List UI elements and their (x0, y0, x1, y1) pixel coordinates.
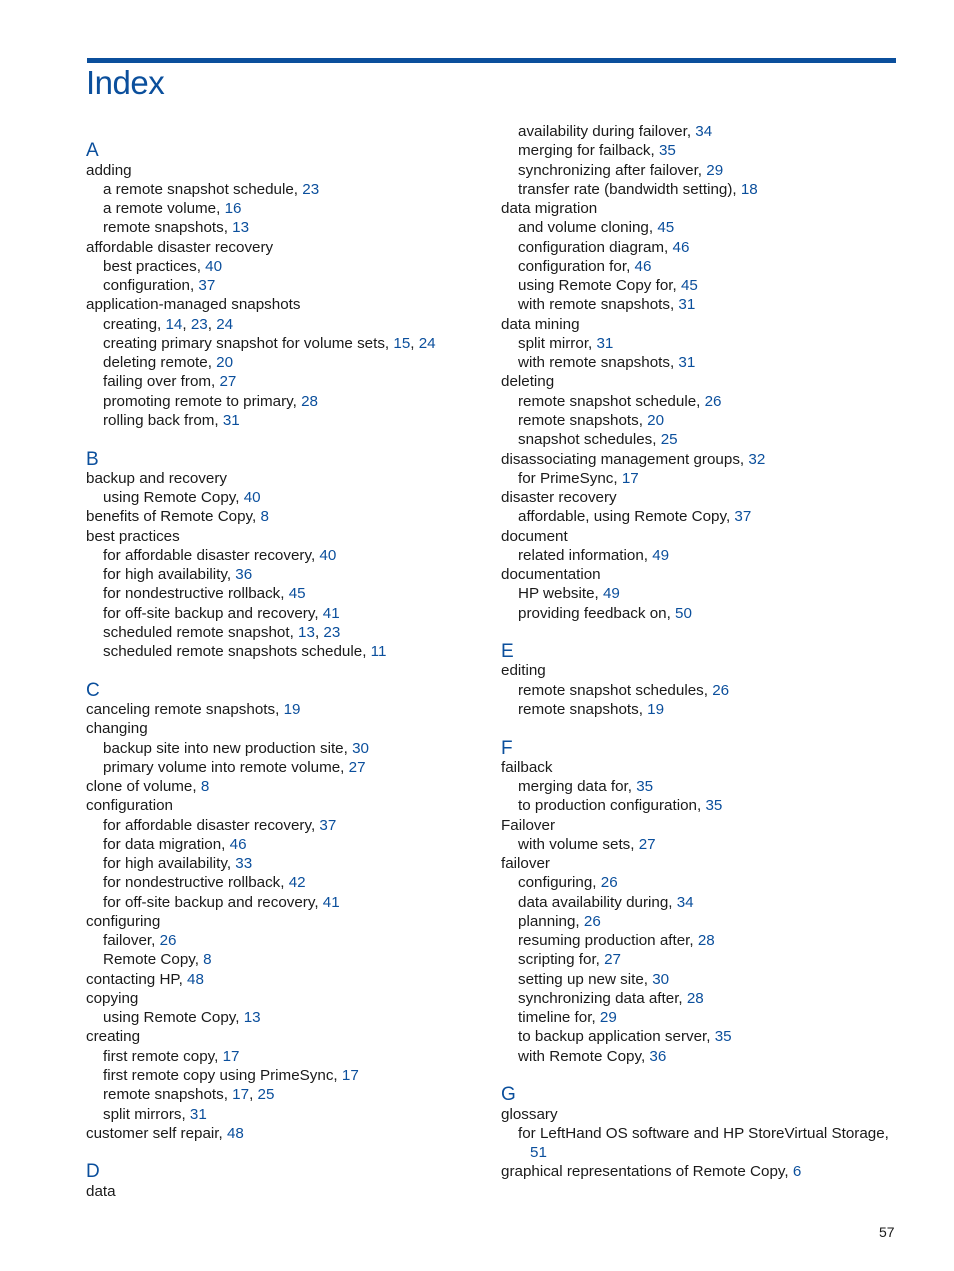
page-link[interactable]: 11 (370, 643, 387, 661)
page-link[interactable]: 34 (676, 893, 694, 911)
index-term: timeline for, (518, 1009, 600, 1027)
index-term: benefits of Remote Copy, (86, 508, 261, 526)
index-term: synchronizing after failover, (518, 161, 707, 179)
index-entry (86, 1182, 491, 1201)
index-subentry (86, 180, 491, 199)
index-subentry (86, 642, 491, 661)
index-subentry (86, 257, 491, 276)
index-term: with Remote Copy, (518, 1047, 650, 1065)
page-link[interactable]: 14 (165, 315, 183, 333)
index-term: split mirror, (518, 334, 597, 352)
index-term: using Remote Copy for, (518, 277, 681, 295)
index-letter-heading: A (86, 140, 99, 162)
index-entry (86, 527, 491, 546)
index-term: for off-site backup and recovery, (103, 893, 323, 911)
page-link[interactable]: 26 (712, 681, 730, 699)
index-term: for high availability, (103, 855, 236, 873)
index-letter-heading: E (501, 641, 514, 663)
index-term: remote snapshots, (518, 411, 648, 429)
page-link[interactable]: 40 (319, 546, 337, 564)
index-subentry (501, 989, 906, 1008)
index-entry (501, 372, 906, 391)
index-entry (501, 758, 906, 777)
index-entry (501, 854, 906, 873)
index-term: for off-site backup and recovery, (103, 604, 323, 622)
index-subentry (86, 873, 491, 892)
page-link[interactable]: 30 (352, 739, 369, 757)
index-subentry (501, 257, 906, 276)
page-link[interactable]: 19 (283, 700, 301, 718)
index-term: glossary (501, 1105, 558, 1123)
index-subentry (501, 893, 906, 912)
index-entry (501, 565, 906, 584)
index-entry (86, 970, 491, 989)
page-link[interactable]: 31 (596, 334, 614, 352)
index-term: document (501, 527, 568, 545)
page-link[interactable]: 46 (229, 835, 247, 853)
index-term: with remote snapshots, (518, 296, 679, 314)
page-link[interactable]: 24 (216, 315, 234, 333)
page-link[interactable]: 13 (232, 219, 250, 237)
page-link[interactable]: 17 (222, 1047, 240, 1065)
index-entry (86, 700, 491, 719)
index-subentry (501, 507, 906, 526)
index-term: planning, (518, 912, 584, 930)
page-link[interactable]: 36 (649, 1047, 667, 1065)
page-link[interactable]: 19 (647, 700, 665, 718)
index-term: providing feedback on, (518, 604, 676, 622)
page-link[interactable]: 28 (697, 932, 715, 950)
page-link[interactable]: 8 (203, 951, 212, 969)
index-term: disassociating management groups, (501, 450, 749, 468)
page-link[interactable]: 24 (418, 334, 436, 352)
page-link[interactable]: 17 (341, 1067, 359, 1085)
page-link[interactable]: 41 (322, 893, 340, 911)
page-link[interactable]: 27 (348, 758, 366, 776)
index-term: data mining (501, 315, 580, 333)
index-term: failover (501, 855, 550, 873)
index-entry (501, 450, 906, 469)
index-subentry (501, 1027, 906, 1046)
index-term: scheduled remote snapshots schedule, (103, 643, 371, 661)
page-link[interactable]: 35 (705, 797, 723, 815)
index-subentry (86, 1047, 491, 1066)
page-link[interactable]: 49 (602, 585, 620, 603)
index-term: for PrimeSync, (518, 469, 622, 487)
index-term: failover, (103, 932, 160, 950)
index-term: data availability during, (518, 893, 677, 911)
index-entry (501, 1105, 906, 1124)
page-link[interactable]: 36 (235, 566, 253, 584)
index-subentry (501, 681, 906, 700)
index-term: remote snapshots, (518, 700, 648, 718)
page-link[interactable]: 26 (583, 912, 601, 930)
index-entry (501, 488, 906, 507)
index-subentry: creating, 14, 23, 24 (103, 315, 234, 333)
index-term: backup and recovery (86, 469, 227, 487)
page-link[interactable]: 27 (219, 373, 237, 391)
index-entry (501, 315, 906, 334)
index-subentry (86, 199, 491, 218)
index-term: best practices (86, 527, 180, 545)
index-subentry (501, 604, 906, 623)
page-link[interactable]: 20 (647, 411, 665, 429)
page-link[interactable]: 51 (530, 1144, 547, 1162)
index-subentry (86, 1008, 491, 1027)
index-term: first remote copy using PrimeSync, (103, 1067, 342, 1085)
page-link[interactable]: 25 (257, 1086, 275, 1104)
index-subentry (501, 218, 906, 237)
page-link[interactable]: 28 (301, 392, 318, 410)
index-term: failback (501, 758, 553, 776)
index-entry (86, 796, 491, 815)
index-subentry (501, 276, 906, 295)
index-subentry (501, 334, 906, 353)
page-link[interactable]: 33 (235, 855, 253, 873)
index-term: for LeftHand OS software and HP StoreVirtual Storage, (518, 1124, 889, 1142)
index-term: data migration (501, 200, 598, 218)
index-term: for high availability, (103, 566, 236, 584)
index-subentry (86, 584, 491, 603)
index-entry (501, 527, 906, 546)
page-link[interactable]: 35 (658, 142, 676, 160)
index-term: split mirrors, (103, 1105, 190, 1123)
index-entry (86, 1027, 491, 1046)
page-link[interactable]: 40 (243, 489, 261, 507)
index-term: configuration diagram, (518, 238, 673, 256)
index-term: a remote volume, (103, 200, 225, 218)
page-link[interactable]: 50 (675, 604, 692, 622)
page-link[interactable]: 46 (634, 257, 652, 275)
index-subentry (86, 1066, 491, 1085)
index-term: for affordable disaster recovery, (103, 816, 320, 834)
index-term: copying (86, 989, 139, 1007)
index-term: promoting remote to primary, (103, 392, 302, 410)
index-subentry (501, 141, 906, 160)
page-link[interactable]: 26 (704, 392, 722, 410)
index-term: Remote Copy, (103, 951, 204, 969)
index-term: to backup application server, (518, 1028, 715, 1046)
index-term: for nondestructive rollback, (103, 874, 289, 892)
index-subentry (501, 161, 906, 180)
index-term: configuring, (518, 874, 601, 892)
page-link[interactable]: 49 (652, 546, 670, 564)
index-subentry (501, 295, 906, 314)
index-subentry (501, 873, 906, 892)
index-term: HP website, (518, 585, 603, 603)
index-subentry (86, 276, 491, 295)
index-subentry (501, 912, 906, 931)
page-link[interactable]: 15 (393, 334, 411, 352)
index-subentry: scheduled remote snapshot, 13, 23 (103, 623, 341, 641)
index-letter-heading: D (86, 1161, 100, 1183)
index-term: snapshot schedules, (518, 431, 661, 449)
page-link[interactable]: 45 (657, 219, 675, 237)
page-link[interactable]: 35 (714, 1028, 732, 1046)
index-term: contacting HP, (86, 970, 188, 988)
index-term: setting up new site, (518, 970, 653, 988)
page-link[interactable]: 20 (216, 354, 234, 372)
index-subentry (86, 1105, 491, 1124)
index-subentry (501, 1143, 906, 1162)
index-subentry (501, 469, 906, 488)
page-link[interactable]: 23 (302, 180, 320, 198)
index-subentry (86, 411, 491, 430)
page-link[interactable]: 27 (604, 951, 622, 969)
index-term: synchronizing data after, (518, 989, 687, 1007)
index-subentry (501, 411, 906, 430)
index-term: merging data for, (518, 778, 637, 796)
index-term: deleting (501, 373, 555, 391)
index-term: remote snapshot schedule, (518, 392, 705, 410)
index-term: customer self repair, (86, 1124, 227, 1142)
index-subentry (501, 1008, 906, 1027)
index-subentry (501, 584, 906, 603)
index-subentry (86, 835, 491, 854)
index-term: using Remote Copy, (103, 1009, 244, 1027)
page-link[interactable]: 30 (652, 970, 670, 988)
index-term: rolling back from, (103, 411, 223, 429)
page-link[interactable]: 26 (159, 932, 177, 950)
index-subentry (86, 854, 491, 873)
index-term: and volume cloning, (518, 219, 658, 237)
page-link[interactable]: 37 (198, 277, 216, 295)
page-link[interactable]: 8 (200, 778, 210, 796)
index-subentry (86, 392, 491, 411)
index-subentry (501, 835, 906, 854)
index-subentry (501, 1047, 906, 1066)
page-link[interactable]: 34 (695, 123, 713, 140)
index-term: canceling remote snapshots, (86, 700, 284, 718)
index-entry (86, 295, 491, 314)
index-term: backup site into new production site, (103, 739, 353, 757)
index-entry (86, 469, 491, 488)
index-term: affordable disaster recovery (86, 238, 274, 256)
index-term: editing (501, 662, 546, 680)
page-link[interactable]: 41 (322, 604, 340, 622)
index-subentry (501, 970, 906, 989)
page-link[interactable]: 40 (205, 257, 223, 275)
page-link[interactable]: 35 (636, 778, 654, 796)
page-link[interactable]: 29 (706, 161, 724, 179)
index-term: transfer rate (bandwidth setting), (518, 180, 741, 198)
index-term: scheduled remote snapshot, (103, 623, 299, 641)
index-term: clone of volume, (86, 778, 201, 796)
index-subentry: creating primary snapshot for volume sets, 15, 24 (103, 334, 436, 352)
index-subentry (501, 700, 906, 719)
page-link[interactable]: 17 (621, 469, 639, 487)
page-link[interactable]: 26 (600, 874, 618, 892)
index-term: creating primary snapshot for volume sets, (103, 334, 394, 352)
index-term: configuration for, (518, 257, 635, 275)
index-letter-heading: F (501, 737, 513, 759)
index-entry (86, 161, 491, 180)
index-subentry (86, 739, 491, 758)
page-link[interactable]: 18 (740, 180, 758, 198)
page-link[interactable]: 16 (224, 200, 242, 218)
page-link[interactable]: 23 (190, 315, 208, 333)
index-entry (86, 989, 491, 1008)
page-link[interactable]: 23 (323, 623, 341, 641)
index-term: creating, (103, 315, 166, 333)
page-link[interactable]: 8 (260, 508, 269, 526)
page-link[interactable]: 37 (319, 816, 337, 834)
index-subentry (86, 893, 491, 912)
index-subentry (501, 430, 906, 449)
page-link[interactable]: 25 (660, 431, 678, 449)
index-term: remote snapshots, (103, 219, 233, 237)
header-rule (87, 58, 896, 63)
index-term: changing (86, 720, 148, 738)
index-term: disaster recovery (501, 489, 617, 507)
index-term: with volume sets, (518, 835, 639, 853)
index-subentry (86, 931, 491, 950)
page-link[interactable]: 13 (298, 623, 315, 641)
index-term: first remote copy, (103, 1047, 223, 1065)
index-column-left (86, 122, 491, 1201)
page-link[interactable]: 31 (678, 354, 696, 372)
index-term: configuration (86, 797, 173, 815)
index-subentry (501, 180, 906, 199)
index-entry (86, 912, 491, 931)
index-subentry (86, 218, 491, 237)
index-term: configuring (86, 912, 161, 930)
index-term: primary volume into remote volume, (103, 758, 349, 776)
index-term: merging for failback, (518, 142, 659, 160)
index-entry (501, 1162, 906, 1181)
index-term: using Remote Copy, (103, 489, 244, 507)
index-term: remote snapshot schedules, (518, 681, 713, 699)
index-term: to production configuration, (518, 797, 706, 815)
index-term: deleting remote, (103, 354, 217, 372)
index-entry (501, 661, 906, 680)
index-term: configuration, (103, 277, 199, 295)
index-subentry (86, 372, 491, 391)
page-link[interactable]: 48 (187, 970, 204, 988)
index-subentry (501, 546, 906, 565)
index-term: for nondestructive rollback, (103, 585, 289, 603)
index-term: adding (86, 161, 132, 179)
index-entry (501, 199, 906, 218)
index-term: graphical representations of Remote Copy, (501, 1163, 793, 1181)
page-link[interactable]: 46 (672, 238, 690, 256)
index-subentry (86, 816, 491, 835)
index-term: Failover (501, 816, 556, 834)
page-link[interactable]: 45 (288, 585, 306, 603)
page-link[interactable]: 13 (243, 1009, 261, 1027)
index-term: failing over from, (103, 373, 220, 391)
page-link[interactable]: 31 (678, 296, 696, 314)
page-link[interactable]: 37 (734, 508, 752, 526)
page-link[interactable]: 42 (288, 874, 306, 892)
index-subentry (501, 931, 906, 950)
index-term: with remote snapshots, (518, 354, 679, 372)
page-link[interactable]: 17 (232, 1086, 250, 1104)
index-term: a remote snapshot schedule, (103, 180, 303, 198)
index-subentry (86, 604, 491, 623)
index-term: creating (86, 1028, 141, 1046)
index-subentry (86, 565, 491, 584)
index-subentry (86, 950, 491, 969)
index-subentry (501, 1124, 906, 1143)
index-subentry (501, 238, 906, 257)
page-link[interactable]: 27 (638, 835, 656, 853)
page-link[interactable]: 45 (680, 277, 698, 295)
index-subentry (501, 392, 906, 411)
index-term: affordable, using Remote Copy, (518, 508, 735, 526)
index-subentry (86, 488, 491, 507)
index-term: resuming production after, (518, 932, 698, 950)
index-term: best practices, (103, 257, 206, 275)
index-subentry (501, 950, 906, 969)
page-link[interactable]: 29 (599, 1009, 617, 1027)
index-letter-heading: C (86, 679, 100, 701)
index-subentry (86, 546, 491, 565)
page-link[interactable]: 28 (686, 989, 704, 1007)
index-entry (86, 719, 491, 738)
page-title: Index (86, 64, 165, 101)
index-term: data (86, 1182, 116, 1200)
index-subentry (501, 777, 906, 796)
index-term: remote snapshots, (103, 1086, 233, 1104)
index-letter-heading: G (501, 1084, 516, 1106)
index-term: for data migration, (103, 835, 230, 853)
index-entry (86, 507, 491, 526)
index-term: documentation (501, 566, 601, 584)
index-letter-heading: B (86, 448, 99, 470)
index-entry (86, 238, 491, 257)
page-link[interactable]: 48 (226, 1124, 244, 1142)
page-link[interactable]: 31 (222, 411, 240, 429)
page-link[interactable]: 32 (748, 450, 766, 468)
index-entry (86, 1124, 491, 1143)
index-term: scripting for, (518, 951, 605, 969)
index-subentry (86, 353, 491, 372)
index-term: availability during failover, (518, 123, 696, 140)
index-term: application-managed snapshots (86, 296, 301, 314)
index-entry (501, 816, 906, 835)
index-term: for affordable disaster recovery, (103, 546, 320, 564)
index-subentry (501, 796, 906, 815)
index-subentry (86, 758, 491, 777)
page-link[interactable]: 31 (189, 1105, 207, 1123)
index-column-right (501, 122, 906, 1182)
index-subentry (501, 122, 906, 141)
index-entry (86, 777, 491, 796)
index-term: related information, (518, 546, 653, 564)
page-number: 57 (879, 1224, 895, 1240)
page-link[interactable]: 6 (792, 1163, 802, 1181)
index-subentry: remote snapshots, 17, 25 (103, 1086, 275, 1104)
index-subentry (501, 353, 906, 372)
